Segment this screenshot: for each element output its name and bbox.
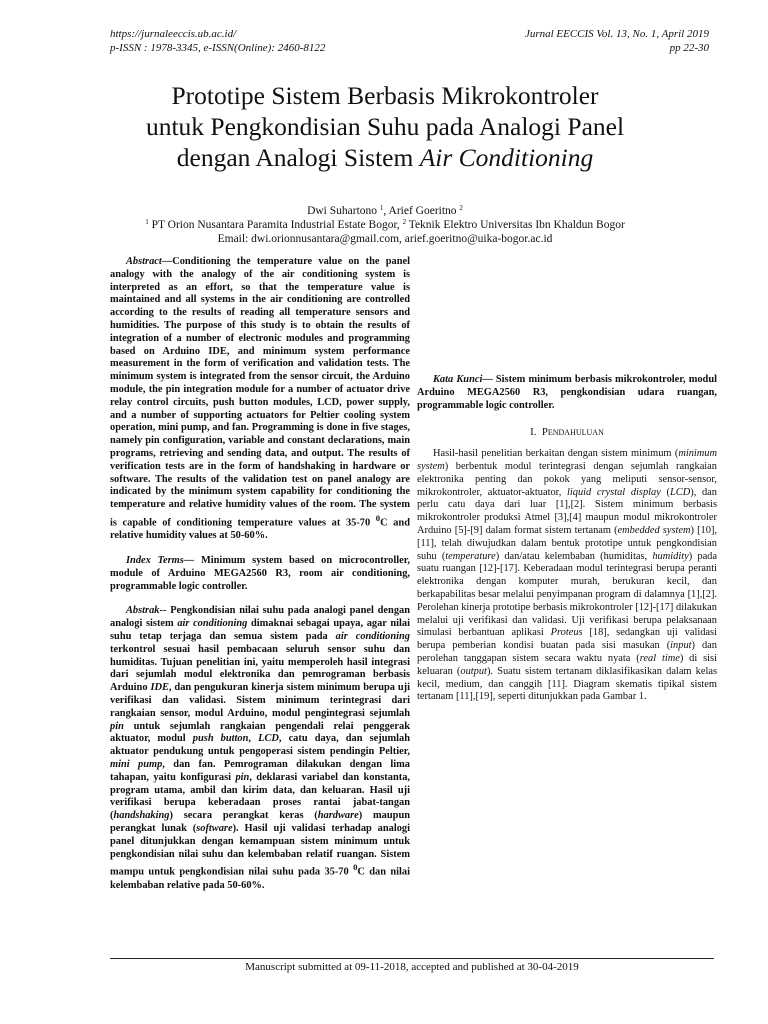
index-terms-text: Minimum system based on microcontroller, module of Arduino MEGA2560 R3, room air conditioning, programmable logic controller. [110, 555, 410, 592]
intro-text: ), dan perlu catu daya dari luar [1],[2]. Sistem minimum berbasis mikrokontroler produksi Atmel [3],[4] maupun modul mikrokontroler Arduino [5]-[9] dalam format sistem tertanam ( [417, 486, 717, 536]
title-line-3: dengan Analogi Sistem [176, 143, 420, 172]
abstract-degree-sup: 0 [375, 512, 381, 523]
abstract-text: Conditioning the temperature value on the panel analogy with the analogy of the air conditioning system is interpreted as an effort, so that the temperature value is maintained and all systems in the air conditioning are controlled according to the results of reading all temperature sensors and humidities. The purpose of this study is to obtain the results of integration of a number of electronic modules and programming based on Arduino IDE, and minimum system performance measurement in the form of verification and validation tests. The minimum system is integrated from the sensor circuit, the Arduino module, the pin integration module for a number of actuator drive relay control circuits, push button modules, LCD, power supply, and a number of supporting actuators for Peltier cooling system operation, mini pump, and fan. Programming is done in five stages, namely pin configuration, variable and constant declarations, main programs, retrieving and sending data, and output. The results of verification tests are in the form of handshaking in hardware or software. The results of the validation test on panel analogy are indicated by the minimum system capability for conditioning the temperature and relative humidity values of the room. The system is capable of conditioning temperature values at 35-70 [110, 256, 410, 529]
intro-italic: humidity [652, 550, 689, 562]
abstract-label: Abstract [126, 256, 162, 267]
abstrak-text: , catu daya, dan sejumlah aktuator pendukung untuk pengoperasi sistem pendingin Peltier, [110, 733, 410, 758]
section-heading [417, 426, 717, 439]
abstrak-text: , dan pengukuran kinerja sistem minimum berupa uji verifikasi dan validasi. Sistem minimum terintegrasi dari rangkaian sensor, modul Arduino, modul pengintegrasi sejumlah [110, 682, 410, 719]
running-header-left [110, 27, 325, 55]
title-line-2: untuk Pengkondisian Suhu pada Analogi Panel [145, 112, 625, 141]
abstrak-label: Abstrak [126, 605, 160, 617]
author-2-sup: 2 [459, 204, 463, 212]
abstrak-text: , [248, 733, 259, 745]
abstrak-italic: LCD [258, 733, 279, 745]
author-block [80, 204, 690, 246]
index-terms [110, 555, 410, 593]
kata-kunci [417, 374, 717, 412]
abstrak-italic: pin [235, 771, 250, 783]
abstrak-italic: software [196, 822, 233, 834]
intro-text: ) berbentuk modul terintegrasi dengan sejumlah rangkaian elektronika penting dan pokok yang meliputi sensor-sensor, mikrokontroler, aktuator-aktuator, [417, 460, 717, 498]
right-column [417, 256, 717, 704]
abstrak-text: C dan nilai kelembaban relative pada 50-60%. [110, 866, 411, 891]
intro-text: ) dan perolehan tanggapan sistem secara waktu nyata ( [417, 640, 717, 664]
affiliation-1-sup: 1 [145, 218, 149, 226]
issn-line: p-ISSN : 1978-3345, e-ISSN(Online): 2460-8122 [110, 42, 326, 54]
author-names [80, 204, 690, 218]
title-line-3-italic: Air Conditioning [419, 143, 594, 172]
abstrak-italic: IDE [150, 682, 169, 694]
abstrak-italic: pin [110, 720, 124, 732]
abstrak-text: ) secara perangkat keras ( [169, 810, 318, 822]
abstrak-text: Pengkondisian nilai suhu pada analogi panel dengan analogi sistem [110, 605, 410, 630]
intro-text: Hasil-hasil penelitian berkaitan dengan sistem minimum ( [433, 448, 679, 460]
intro-text: ) [10],[11], telah diwujudkan dalam bentuk prototipe untuk pengkondisian suhu ( [417, 524, 717, 562]
intro-text: ) di sisi keluaran ( [417, 652, 717, 677]
intro-text: ( [660, 486, 671, 498]
intro-italic: real time [639, 652, 680, 664]
footer-note: Manuscript submitted at 09-11-2018, accepted and published at 30-04-2019 [245, 961, 579, 973]
journal-url[interactable]: https://jurnaleeccis.ub.ac.id/ [110, 28, 237, 40]
kata-kunci-label: Kata Kunci [433, 374, 483, 385]
intro-text: ). Suatu sistem tertanam diklasifikasikan dalam kelas kecil, medium, dan canggih [11]. Diagram skematis tipikal sistem tertanam [11],[19], seperti ditunjukkan pada Gambar 1. [417, 665, 718, 703]
intro-italic: Proteus [550, 627, 583, 639]
abstrak-text: , deklarasi variabel dan konstanta, program utama, ambil dan kirim data, dan keluaran. Hasil uji verifikasi berupa keberadaan proses rantai jabat-tangan ( [110, 771, 410, 822]
index-terms-label: Index Terms [126, 555, 184, 566]
footer-rule [110, 958, 714, 959]
section-number: I. [530, 426, 537, 439]
intro-italic: temperature [445, 550, 496, 562]
intro-italic: liquid crystal display [566, 486, 661, 498]
abstrak-italic: air conditioning [335, 630, 410, 642]
author-email: Email: dwi.orionnusantara@gmail.com, arief.goeritno@uika-bogor.ac.id [217, 233, 553, 245]
author-1-sup: 1 [379, 204, 384, 212]
abstrak-italic: push button [192, 733, 249, 745]
intro-italic: minimum system [417, 448, 717, 472]
paper-title [80, 80, 690, 173]
intro-paragraph [417, 448, 717, 704]
index-terms-dash: — [183, 555, 201, 566]
abstract-dash: — [161, 256, 173, 267]
left-column [110, 256, 410, 892]
intro-italic: input [670, 640, 692, 652]
page-range: pp 22-30 [669, 42, 709, 54]
affiliation-2-sup: 2 [402, 218, 407, 226]
intro-text: ) pada suatu ruangan [12]-[17]. Keberadaan modul terintegrasi berupa peranti elektronika dengan komputer murah, berukuran kecil, dan berkapabilitas besar melalui penyimpanan program di dalamnya [1],[2]. Perolehan kinerja prototipe berbasis mikrokontroler [12]-[17] dilakukan melalui uji verifikasi dan validasi. Uji verifikasi berupa pelaksanaan simulasi berbantuan aplikasi [417, 550, 717, 639]
abstrak-text: , dan fan. Pemrograman dilakukan dengan lima tahapan, yaitu konfigurasi [110, 758, 411, 783]
abstrak-italic: hardware [317, 810, 359, 822]
intro-italic: LCD [670, 486, 691, 498]
intro-italic: output [460, 665, 487, 677]
intro-text: ) dan/atau kelembaban (humiditas, [495, 550, 653, 562]
intro-text: [18], sedangkan uji validasi berupa pemberian kondisi buatan pada sisi masukan ( [417, 627, 717, 652]
intro-italic: embedded system [617, 524, 691, 536]
abstrak-dash: -- [159, 605, 171, 617]
abstrak-text: dimaknai sebagai upaya, agar nilai suhu tetap terjaga dan semua sistem pada [110, 618, 410, 642]
journal-volume: Jurnal EECCIS Vol. 13, No. 1, April 2019 [524, 28, 709, 40]
abstract-tail: C and relative humidity values at 50-60%. [110, 517, 410, 542]
kata-kunci-dash: — [482, 374, 496, 385]
abstrak-text: ) maupun perangkat lunak ( [110, 810, 410, 834]
author-separator: , Arief Goeritno [383, 205, 460, 217]
affiliation-2: Teknik Elektro Universitas Ibn Khaldun Bogor [406, 219, 625, 231]
abstrak-italic: mini pump [110, 758, 163, 770]
abstrak-indonesian [110, 605, 410, 892]
abstrak-text: untuk sejumlah rangkaian pengendali relai penggerak aktuator, modul [110, 720, 410, 745]
kata-kunci-text: Sistem minimum berbasis mikrokontroler, modul Arduino MEGA2560 R3, pengkondisian udara ruangan, programmable logic controller. [417, 374, 717, 411]
author-1: Dwi Suhartono [307, 205, 380, 217]
affiliation-1: PT Orion Nusantara Paramita Industrial Estate Bogor, [148, 219, 403, 231]
affiliations [80, 218, 690, 232]
section-title: Pendahuluan [541, 426, 604, 439]
title-line-1: Prototipe Sistem Berbasis Mikrokontroler [171, 81, 599, 110]
abstrak-italic: handshaking [113, 810, 170, 822]
abstrak-text: terkontrol sesuai hasil pembacaan seluruh sensor suhu dan humiditas. Tujuan penelitian ini, yaitu memperoleh hasil integrasi dari sejumlah modul elektronika dan pemrograman berbasis Arduino [110, 643, 410, 694]
abstrak-degree-sup: 0 [353, 862, 358, 873]
abstrak-italic: air conditioning [177, 618, 248, 630]
abstrak-text: ). Hasil uji validasi terhadap analogi panel ditunjukkan dengan kemampuan sistem minimum untuk pengkondisian nilai suhu dan kelembaban relatif ruangan. Sistem mampu untuk pengkondisian nilai suhu pada 35-70 [110, 822, 410, 878]
running-header-right [525, 27, 709, 55]
abstract-english [110, 256, 410, 543]
